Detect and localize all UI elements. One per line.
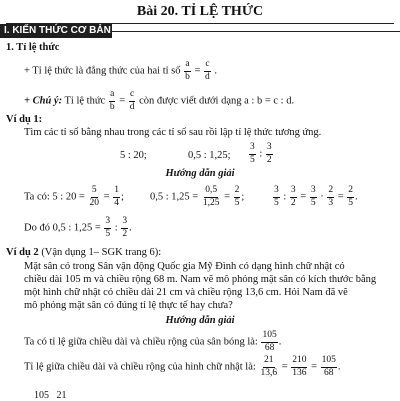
- ratio-3: $\frac{3}{5}$ : $\frac{3}{2}$: [250, 142, 272, 165]
- example-2-line-4: mô phỏng mặt sân có đúng tỉ lệ thực tế hay chưa?: [24, 300, 233, 311]
- example-2-line-2: chiều dài 105 m và chiều rộng 68 m. Nam vẽ mô phỏng mặt sân có kích thước bằng: [24, 274, 377, 285]
- example-2-header: Ví dụ 2 (Vận dụng 1– SGK trang 6):: [6, 247, 162, 258]
- guide-heading-2: Hướng dẫn giải: [165, 315, 235, 326]
- fraction-a-b: $\frac{a}{b}$: [109, 89, 115, 112]
- fraction-c-d: $\frac{c}{d}$: [205, 59, 210, 82]
- guide-heading: Hướng dẫn giải: [165, 168, 235, 179]
- conclusion-1: Do đó 0,5 : 1,25 = $\frac{3}{5}$ : $\frac{3}{2}$ .: [24, 216, 132, 239]
- note-line: + Chú ý: Tỉ lệ thức $\frac{a}{b}$ = $\frac{c}{d}$ còn được viết dưới dạng a : b = c : d.: [24, 89, 295, 112]
- section-heading: I. KIẾN THỨC CƠ BẢN: [0, 24, 112, 38]
- solution-2-line-1: Ta có tỉ lệ giữa chiều dài và chiều rộng của sân bóng là: $\frac{105}{68}$ .: [24, 330, 282, 353]
- ratio-2: 0,5 : 1,25;: [188, 150, 231, 161]
- partial-fraction-row: 105 21: [34, 390, 67, 401]
- fraction-c-d: $\frac{c}{d}$: [129, 89, 135, 112]
- example-2-line-3: một hình chữ nhật có chiều dài 21 cm và chiều rộng 13,6 cm. Hỏi Nam đã vẽ: [24, 287, 348, 298]
- example-1-label: Ví dụ 1:: [6, 114, 43, 125]
- fraction-a-b: $\frac{a}{b}$: [185, 59, 190, 82]
- section-divider: [110, 31, 400, 32]
- definition-line: + Tỉ lệ thức là đẳng thức của hai tỉ số $\frac{a}{b}$ = $\frac{c}{d}$ .: [24, 59, 218, 82]
- example-2-label: Ví dụ 2: [6, 247, 39, 258]
- solution-1: Ta có: 5 : 20 = $\frac{5}{20}$ = $\frac{1}{4}$ ;: [24, 185, 124, 208]
- page-title: Bài 20. TỈ LỆ THỨC: [6, 4, 394, 24]
- solution-3: $\frac{3}{5}$ : $\frac{3}{2}$ = $\frac{3}{5}$ · $\frac{2}{3}$ = $\frac{2}{5}$ .: [274, 185, 358, 208]
- definition-text: + Tỉ lệ thức là đẳng thức của hai tỉ số: [24, 65, 181, 77]
- subsection-heading: 1. Tỉ lệ thức: [6, 42, 60, 53]
- example-2-line-1: Mặt sân có trong Sân vận động Quốc gia Mỹ Đình có dạng hình chữ nhật có: [24, 261, 345, 272]
- example-1-question: Tìm các tỉ số bằng nhau trong các tỉ số sau rồi lập tỉ lệ thức tương ứng.: [24, 127, 322, 138]
- ratio-1: 5 : 20;: [120, 150, 147, 161]
- note-label: + Chú ý:: [24, 95, 63, 107]
- solution-2-line-2: Tỉ lệ giữa chiều dài và chiều rộng của hình chữ nhật là: $\frac{21}{13,6}$ = $\frac{210}{136}$ = $\frac{105}{68}$ .: [24, 355, 341, 378]
- solution-2: 0,5 : 1,25 = $\frac{0,5}{1,25}$ = $\frac{2}{5}$ ;: [150, 185, 245, 208]
